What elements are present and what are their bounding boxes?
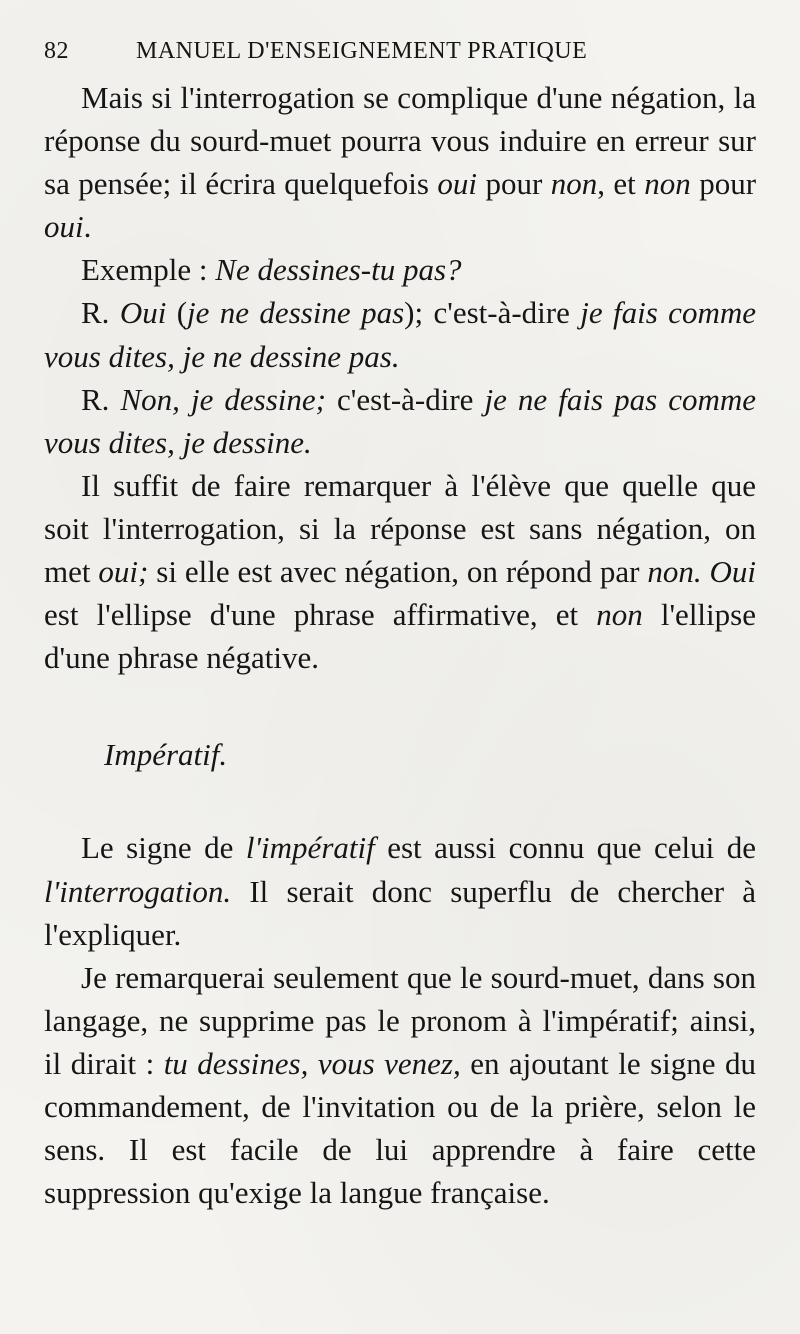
italic-run: oui; xyxy=(98,554,149,590)
italic-run: non xyxy=(644,166,691,202)
example-label: Exemple : xyxy=(81,252,216,288)
italic-run: non xyxy=(596,597,643,633)
running-head xyxy=(44,38,764,65)
italic-run: je ne fais pas comme vous dites, je dessine. xyxy=(44,381,756,460)
italic-run: Non, je dessine; xyxy=(120,381,326,417)
text-run: pour xyxy=(477,166,551,202)
text-run: Il suffit de faire remarquer à l'élève que quelle que soit l'interrogation, si la réponse est sans négation, on met xyxy=(44,467,756,590)
response-marker: R. xyxy=(81,381,121,417)
italic-run: oui xyxy=(44,209,84,245)
paragraph-imperative-sign xyxy=(44,826,756,955)
italic-run: Oui xyxy=(709,554,757,590)
text-run: est l'ellipse d'une phrase affirmative, et xyxy=(44,597,597,633)
italic-run: non. xyxy=(647,554,702,590)
text-run: ); c'est-à-dire xyxy=(404,295,581,331)
italic-run: tu dessines, vous venez, xyxy=(163,1045,461,1081)
text-run: ( xyxy=(166,295,188,331)
text-run: Mais si l'interrogation se complique d'une négation, la réponse du sourd-muet pourra vous induire en erreur sur sa pensée; il écrira quelquefois xyxy=(44,80,756,202)
italic-run: oui xyxy=(437,166,478,202)
text-run: si elle est avec négation, on répond par xyxy=(148,554,648,590)
italic-run: je fais comme vous dites, je ne dessine pas. xyxy=(44,295,756,374)
italic-run: non xyxy=(550,166,598,202)
section-heading: Impératif. xyxy=(104,737,228,773)
italic-run: l'impératif xyxy=(245,830,375,866)
italic-run: Oui xyxy=(119,295,167,331)
text-run: Je remarquerai seulement que le sourd-muet, dans son langage, ne supprime pas le pronom à l'impératif; ainsi, il dirait : xyxy=(44,959,756,1081)
italic-run: l'interrogation. xyxy=(44,873,232,909)
text-run: pour xyxy=(690,166,757,202)
paragraph-pronoun xyxy=(44,956,756,1215)
response-marker: R. xyxy=(81,295,120,331)
text-run: en ajoutant le signe du commandement, de l'invitation ou de la prière, selon le sens. Il est facile de lui apprendre à faire cette suppression qu'exige la langue française. xyxy=(44,1045,757,1211)
body-text xyxy=(44,76,756,1214)
text-run xyxy=(702,554,710,589)
paragraph-response-oui xyxy=(44,291,756,377)
italic-run: je ne dessine pas xyxy=(187,295,405,331)
text-run: Le signe de xyxy=(81,830,246,866)
running-title: MANUEL D'ENSEIGNEMENT PRATIQUE xyxy=(136,38,588,64)
text-run: . xyxy=(83,209,92,245)
spacer xyxy=(44,679,756,733)
page-number: 82 xyxy=(44,38,69,64)
text-run: c'est-à-dire xyxy=(325,381,485,417)
paragraph-response-non xyxy=(44,378,756,464)
paragraph-rule xyxy=(44,464,756,679)
paragraph-negation xyxy=(44,76,756,248)
paragraph-example xyxy=(44,248,756,291)
text-run: Il serait donc superflu de chercher à l'expliquer. xyxy=(44,873,756,952)
example-question: Ne dessines-tu pas? xyxy=(215,252,462,288)
spacer xyxy=(44,776,756,826)
text-run: l'ellipse d'une phrase négative. xyxy=(44,597,756,676)
text-run: , et xyxy=(597,166,645,202)
text-run: est aussi connu que celui de xyxy=(374,830,756,866)
